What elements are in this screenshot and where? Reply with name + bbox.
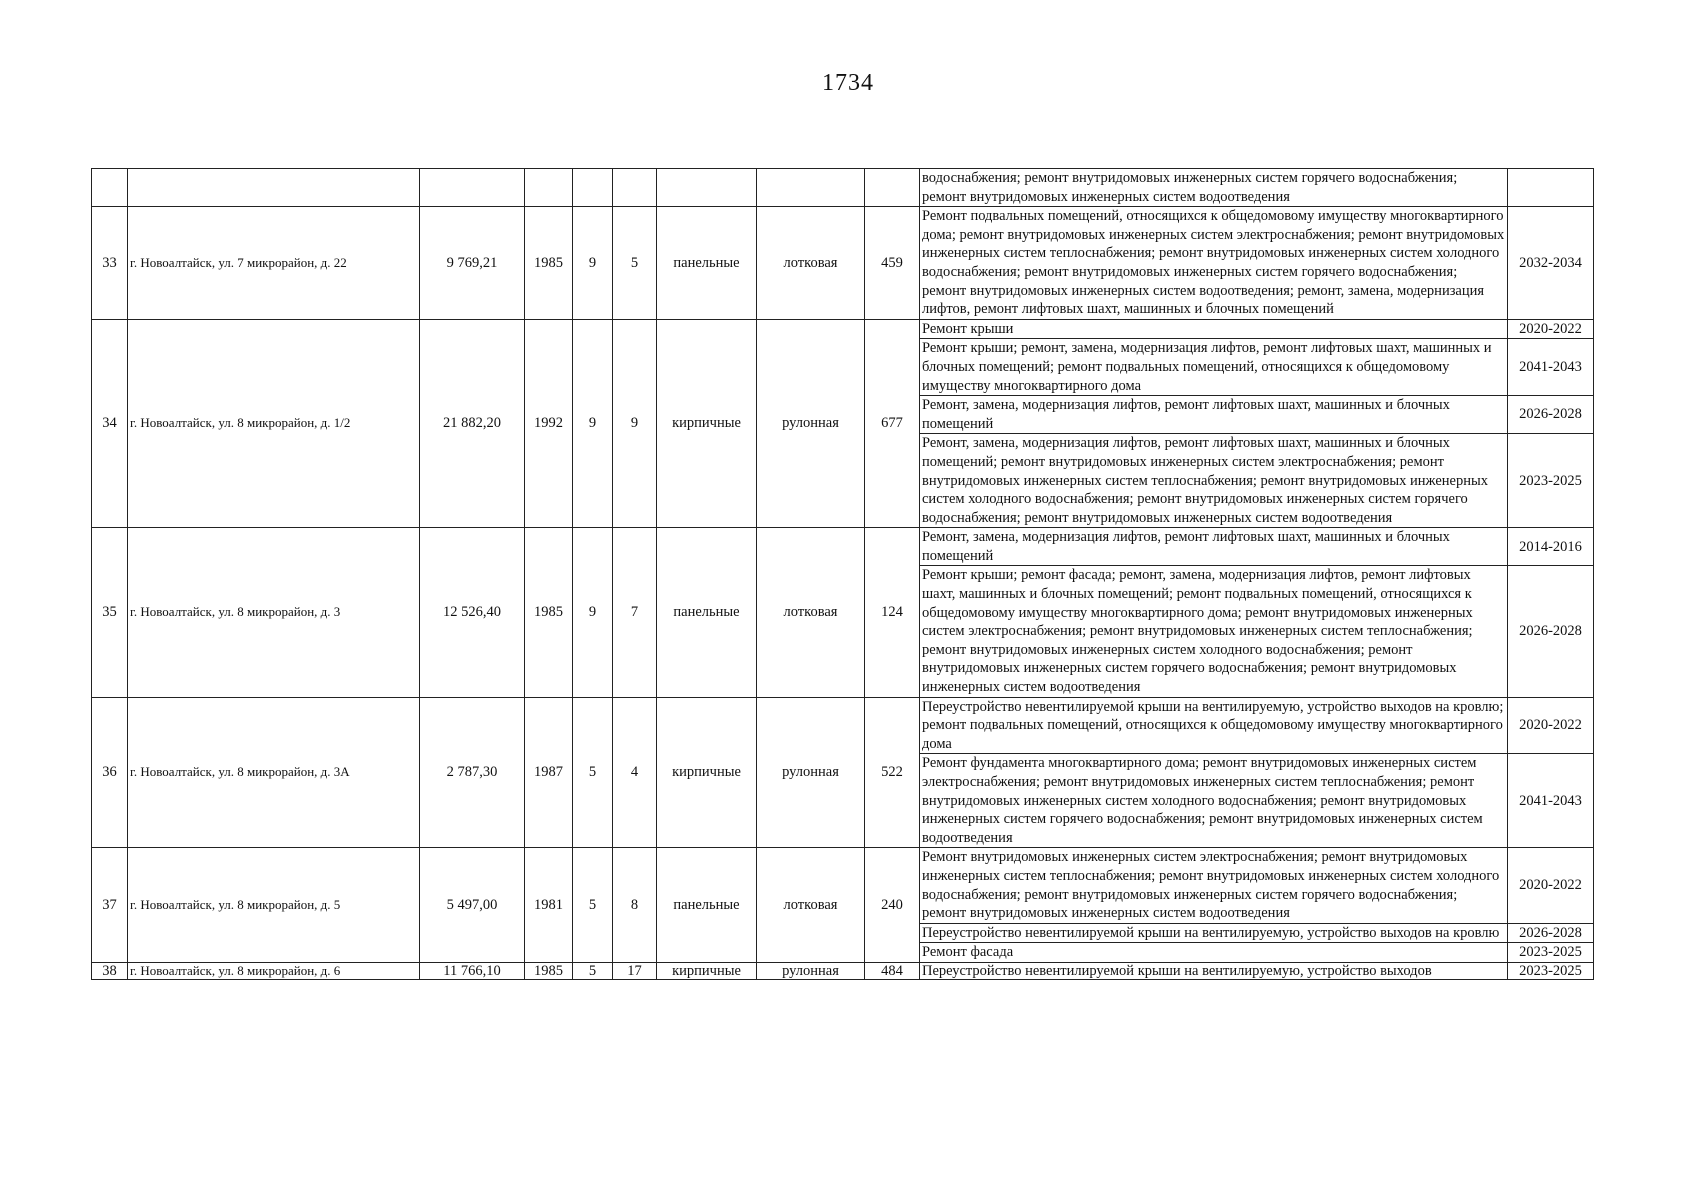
cell-work-period: 2026-2028 (1508, 396, 1594, 434)
cell-num: 35 (92, 528, 128, 697)
cell-area: 9 769,21 (420, 207, 525, 320)
cell-work-period: 2041-2043 (1508, 754, 1594, 848)
cell-residents: 459 (865, 207, 920, 320)
cell-year: 1985 (525, 962, 573, 979)
cell-residents: 124 (865, 528, 920, 697)
cell-work-text: Ремонт фундамента многоквартирного дома; ремонт внутридомовых инженерных систем электроснабжения; ремонт внутридомовых инженерных систем теплоснабжения; ремонт внутридомовых инженерных систем холодного водоснабжения; ремонт внутридомовых инженерных систем горячего водоснабжения; ремонт внутридомовых инженерных систем водоотведения (920, 754, 1508, 848)
cell-floors (573, 169, 613, 207)
cell-area: 2 787,30 (420, 697, 525, 848)
cell-entrances: 5 (613, 207, 657, 320)
cell-work-period: 2020-2022 (1508, 319, 1594, 339)
cell-roof: рулонная (757, 697, 865, 848)
cell-work-period (1508, 169, 1594, 207)
cell-work-period: 2026-2028 (1508, 566, 1594, 697)
table-body (92, 169, 1594, 980)
cell-entrances: 8 (613, 848, 657, 963)
cell-work-text: Ремонт внутридомовых инженерных систем электроснабжения; ремонт внутридомовых инженерных систем теплоснабжения; ремонт внутридомовых инженерных систем холодного водоснабжения; ремонт внутридомовых инженерных систем горячего водоснабжения; ремонт внутридомовых инженерных систем водоотведения (920, 848, 1508, 923)
cell-roof (757, 169, 865, 207)
cell-num: 34 (92, 319, 128, 528)
cell-work-text: Ремонт крыши; ремонт, замена, модернизация лифтов, ремонт лифтовых шахт, машинных и блочных помещений; ремонт подвальных помещений, относящихся к общедомовому имуществу многоквартирного дома (920, 339, 1508, 396)
cell-work-text: Ремонт фасада (920, 943, 1508, 963)
cell-work-text: Переустройство невентилируемой крыши на вентилируемую, устройство выходов на кровлю (920, 923, 1508, 943)
cell-year: 1987 (525, 697, 573, 848)
cell-year: 1985 (525, 207, 573, 320)
cell-floors: 9 (573, 207, 613, 320)
cell-walls: кирпичные (657, 319, 757, 528)
cell-entrances: 7 (613, 528, 657, 697)
cell-floors: 5 (573, 848, 613, 963)
cell-area: 5 497,00 (420, 848, 525, 963)
cell-entrances (613, 169, 657, 207)
cell-floors: 9 (573, 528, 613, 697)
cell-area: 11 766,10 (420, 962, 525, 979)
cell-num: 38 (92, 962, 128, 979)
cell-work-period: 2023-2025 (1508, 434, 1594, 528)
cell-work-period: 2023-2025 (1508, 943, 1594, 963)
cell-year (525, 169, 573, 207)
cell-work-text: Переустройство невентилируемой крыши на вентилируемую, устройство выходов на кровлю; ремонт подвальных помещений, относящихся к общедомовому имуществу многоквартирного дома (920, 697, 1508, 754)
cell-walls (657, 169, 757, 207)
cell-residents: 677 (865, 319, 920, 528)
table-row (92, 697, 1594, 754)
cell-work-period: 2032-2034 (1508, 207, 1594, 320)
cell-work-text: Ремонт крыши (920, 319, 1508, 339)
cell-address: г. Новоалтайск, ул. 8 микрорайон, д. 3А (128, 697, 420, 848)
cell-address: г. Новоалтайск, ул. 7 микрорайон, д. 22 (128, 207, 420, 320)
cell-address: г. Новоалтайск, ул. 8 микрорайон, д. 5 (128, 848, 420, 963)
cell-roof: рулонная (757, 319, 865, 528)
cell-residents: 522 (865, 697, 920, 848)
cell-area: 21 882,20 (420, 319, 525, 528)
cell-address: г. Новоалтайск, ул. 8 микрорайон, д. 1/2 (128, 319, 420, 528)
table-row (92, 962, 1594, 979)
table-row (92, 207, 1594, 320)
housing-repair-table (91, 168, 1594, 980)
table-row (92, 319, 1594, 339)
cell-roof: лотковая (757, 207, 865, 320)
cell-roof: лотковая (757, 848, 865, 963)
cell-num (92, 169, 128, 207)
cell-work-period: 2020-2022 (1508, 697, 1594, 754)
cell-work-period: 2041-2043 (1508, 339, 1594, 396)
cell-work-text: Ремонт подвальных помещений, относящихся к общедомовому имуществу многоквартирного дома; ремонт внутридомовых инженерных систем электроснабжения; ремонт внутридомовых инженерных систем теплоснабжения; ремонт внутридомовых инженерных систем холодного водоснабжения; ремонт внутридомовых инженерных систем горячего водоснабжения; ремонт внутридомовых инженерных систем водоотведения; ремонт, замена, модернизация лифтов, ремонт лифтовых шахт, машинных и блочных помещений (920, 207, 1508, 320)
table-row (92, 848, 1594, 923)
cell-residents: 240 (865, 848, 920, 963)
cell-work-text: водоснабжения; ремонт внутридомовых инженерных систем горячего водоснабжения; ремонт внутридомовых инженерных систем водоотведения (920, 169, 1508, 207)
cell-residents: 484 (865, 962, 920, 979)
cell-num: 36 (92, 697, 128, 848)
cell-address: г. Новоалтайск, ул. 8 микрорайон, д. 6 (128, 962, 420, 979)
cell-residents (865, 169, 920, 207)
cell-num: 33 (92, 207, 128, 320)
cell-work-period: 2023-2025 (1508, 962, 1594, 979)
cell-year: 1981 (525, 848, 573, 963)
continuation-row (92, 169, 1594, 207)
cell-walls: кирпичные (657, 697, 757, 848)
cell-work-text: Ремонт крыши; ремонт фасада; ремонт, замена, модернизация лифтов, ремонт лифтовых шахт, машинных и блочных помещений; ремонт подвальных помещений, относящихся к общедомовому имуществу многоквартирного дома; ремонт внутридомовых инженерных систем электроснабжения; ремонт внутридомовых инженерных систем теплоснабжения; ремонт внутридомовых инженерных систем холодного водоснабжения; ремонт внутридомовых инженерных систем горячего водоснабжения; ремонт внутридомовых инженерных систем водоотведения (920, 566, 1508, 697)
cell-work-text: Переустройство невентилируемой крыши на вентилируемую, устройство выходов (920, 962, 1508, 979)
cell-address: г. Новоалтайск, ул. 8 микрорайон, д. 3 (128, 528, 420, 697)
cell-floors: 5 (573, 697, 613, 848)
cell-work-period: 2026-2028 (1508, 923, 1594, 943)
cell-work-text: Ремонт, замена, модернизация лифтов, ремонт лифтовых шахт, машинных и блочных помещений; ремонт внутридомовых инженерных систем электроснабжения; ремонт внутридомовых инженерных систем теплоснабжения; ремонт внутридомовых инженерных систем холодного водоснабжения; ремонт внутридомовых инженерных систем горячего водоснабжения; ремонт внутридомовых инженерных систем водоотведения (920, 434, 1508, 528)
cell-year: 1985 (525, 528, 573, 697)
cell-entrances: 17 (613, 962, 657, 979)
cell-walls: панельные (657, 207, 757, 320)
cell-entrances: 4 (613, 697, 657, 848)
table-row (92, 528, 1594, 566)
page-number: 1734 (822, 70, 874, 96)
cell-roof: лотковая (757, 528, 865, 697)
cell-entrances: 9 (613, 319, 657, 528)
cell-work-period: 2014-2016 (1508, 528, 1594, 566)
cell-walls: панельные (657, 848, 757, 963)
cell-walls: кирпичные (657, 962, 757, 979)
cell-work-period: 2020-2022 (1508, 848, 1594, 923)
cell-work-text: Ремонт, замена, модернизация лифтов, ремонт лифтовых шахт, машинных и блочных помещений (920, 396, 1508, 434)
cell-floors: 5 (573, 962, 613, 979)
cell-walls: панельные (657, 528, 757, 697)
cell-work-text: Ремонт, замена, модернизация лифтов, ремонт лифтовых шахт, машинных и блочных помещений (920, 528, 1508, 566)
cell-num: 37 (92, 848, 128, 963)
cell-area (420, 169, 525, 207)
cell-area: 12 526,40 (420, 528, 525, 697)
cell-address (128, 169, 420, 207)
cell-roof: рулонная (757, 962, 865, 979)
cell-year: 1992 (525, 319, 573, 528)
cell-floors: 9 (573, 319, 613, 528)
